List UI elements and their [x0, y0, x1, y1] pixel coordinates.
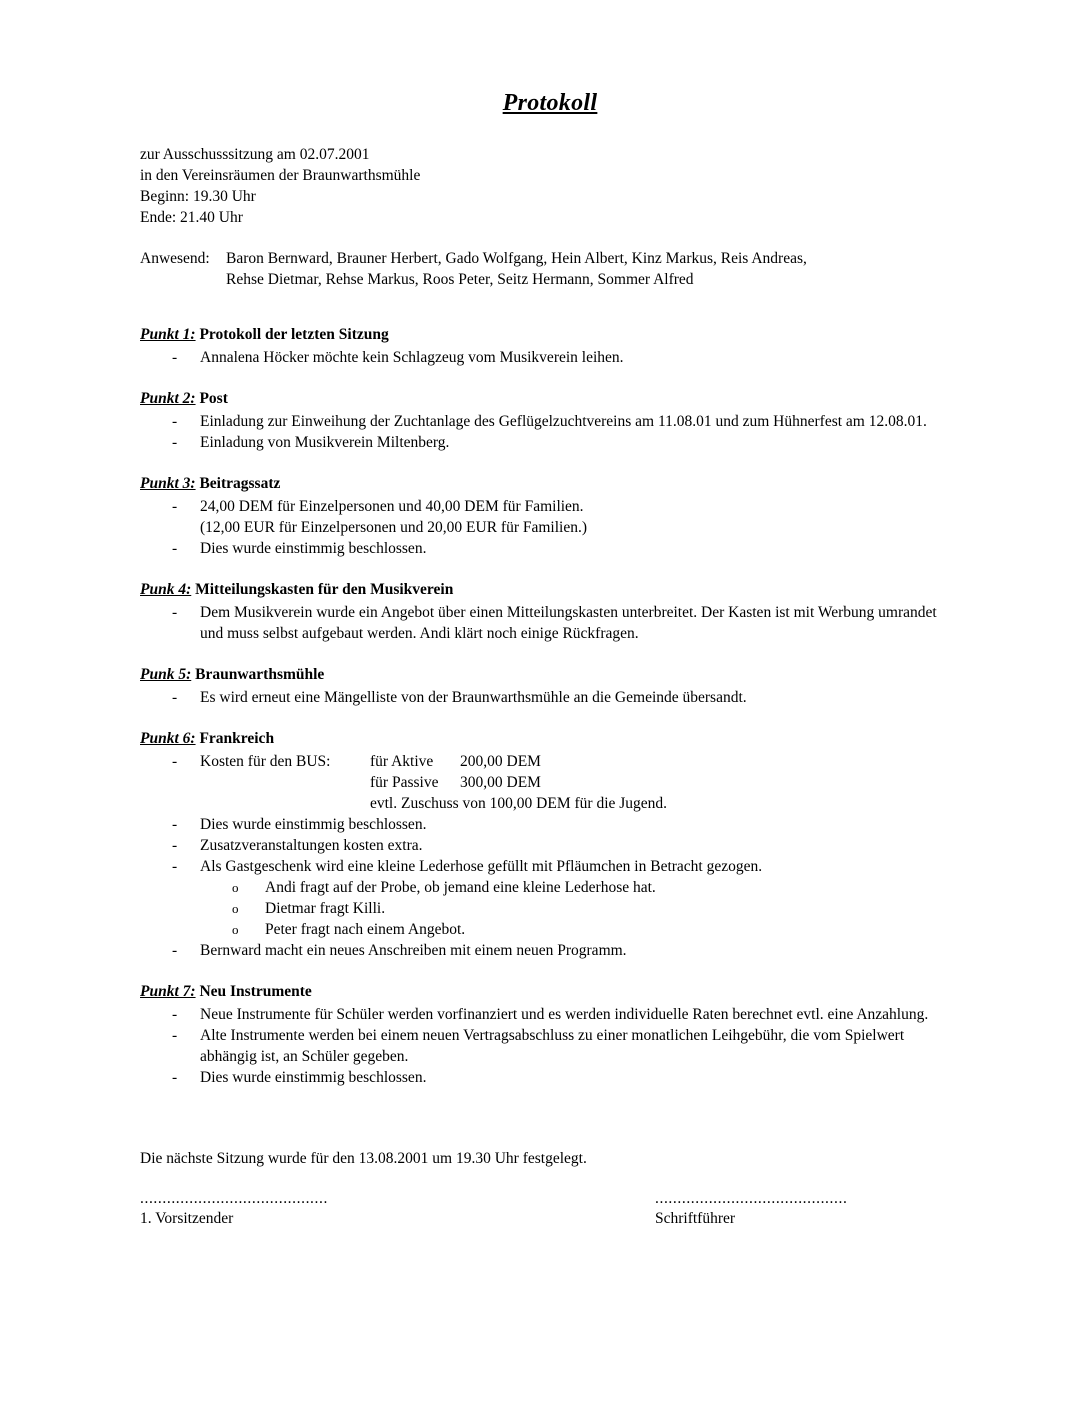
list-item	[140, 919, 940, 940]
cost-row-amount: 300,00 DEM	[460, 774, 541, 791]
attendance-first-row	[140, 248, 940, 269]
bullet-dash-icon: -	[172, 689, 178, 706]
bullet-dash-icon: -	[172, 540, 178, 557]
list-item-text: Dies wurde einstimmig beschlossen.	[200, 1069, 427, 1086]
cost-table-note: evtl. Zuschuss von 100,00 DEM für die Jugend.	[370, 795, 668, 812]
signature-label-left: 1. Vorsitzender	[140, 1210, 234, 1227]
table-row	[200, 772, 940, 793]
bullet-circle-icon: o	[232, 901, 239, 916]
section-heading	[140, 324, 940, 345]
section-title: Mitteilungskasten für den Musikverein	[195, 581, 454, 598]
signature-field-chairman	[140, 1192, 520, 1229]
list-item-text: 24,00 DEM für Einzelpersonen und 40,00 DEM für Familien.	[200, 498, 584, 515]
section-number: Punkt 1:	[140, 326, 196, 343]
section-punkt-1	[140, 324, 940, 368]
attendance-names-line-1: Baron Bernward, Brauner Herbert, Gado Wolfgang, Hein Albert, Kinz Markus, Reis Andreas,	[226, 250, 807, 267]
meta-line-end-time: Ende: 21.40 Uhr	[140, 209, 243, 226]
list-item	[140, 538, 940, 559]
list-item-text: Einladung zur Einweihung der Zuchtanlage des Geflügelzuchtvereins am 11.08.01 und zum Hühnerfest am 12.08.01.	[200, 413, 927, 430]
signature-label-right: Schriftführer	[655, 1210, 736, 1227]
meta-line-occasion: zur Ausschusssitzung am 02.07.2001	[140, 146, 370, 163]
section-punkt-7	[140, 981, 940, 1088]
attendance-label: Anwesend:	[140, 250, 210, 267]
bullet-dash-icon: -	[172, 753, 178, 770]
signature-line-right: ...........................................	[655, 1192, 848, 1207]
list-item	[140, 856, 940, 877]
list-item	[140, 940, 940, 961]
list-item	[140, 898, 940, 919]
signature-field-secretary	[655, 1192, 1035, 1229]
list-item	[140, 687, 940, 708]
section-punkt-2	[140, 388, 940, 453]
list-item-cost-table	[140, 751, 940, 814]
list-item	[140, 432, 940, 453]
section-bullet-list	[140, 602, 940, 644]
section-number: Punkt 6:	[140, 730, 196, 747]
table-row	[200, 793, 940, 814]
bullet-dash-icon: -	[172, 942, 178, 959]
section-bullet-list	[140, 687, 940, 708]
list-item	[140, 1025, 940, 1067]
section-title: Frankreich	[199, 730, 275, 747]
section-sub-bullet-list	[140, 877, 940, 940]
section-number: Punk 5:	[140, 666, 192, 683]
section-bullet-list-after	[140, 940, 940, 961]
section-punkt-4	[140, 579, 940, 644]
cost-row-label: für Passive	[370, 774, 439, 791]
section-heading	[140, 473, 940, 494]
cost-table-spacer	[200, 772, 370, 793]
cost-table-lead-label: Kosten für den BUS:	[200, 753, 331, 770]
list-item-text: Annalena Höcker möchte kein Schlagzeug vom Musikverein leihen.	[200, 349, 624, 366]
section-number: Punkt 7:	[140, 983, 196, 1000]
meeting-metadata	[140, 144, 940, 228]
list-item	[140, 496, 940, 538]
bullet-dash-icon: -	[172, 837, 178, 854]
meta-line-location: in den Vereinsräumen der Braunwarthsmühle	[140, 167, 421, 184]
table-row	[200, 751, 940, 772]
list-item-text: Andi fragt auf der Probe, ob jemand eine kleine Lederhose hat.	[265, 879, 656, 896]
list-item	[140, 411, 940, 432]
section-bullet-list	[140, 496, 940, 559]
cost-table-spacer	[200, 793, 370, 814]
section-heading	[140, 981, 940, 1002]
section-number: Punk 4:	[140, 581, 192, 598]
list-item-text: Neue Instrumente für Schüler werden vorfinanziert und es werden individuelle Raten berechnet evtl. eine Anzahlung.	[200, 1006, 929, 1023]
attendance-names-line-2: Rehse Dietmar, Rehse Markus, Roos Peter, Seitz Hermann, Sommer Alfred	[226, 271, 694, 288]
section-title: Braunwarthsmühle	[195, 666, 325, 683]
list-item	[140, 835, 940, 856]
attendance-names-line-2-row	[140, 269, 940, 290]
section-bullet-list	[140, 1004, 940, 1088]
document-body	[140, 88, 940, 1169]
section-title: Beitragssatz	[199, 475, 281, 492]
list-item-text: Als Gastgeschenk wird eine kleine Lederhose gefüllt mit Pfläumchen in Betracht gezogen.	[200, 858, 763, 875]
section-title: Post	[199, 390, 228, 407]
section-punkt-5	[140, 664, 940, 708]
section-number: Punkt 2:	[140, 390, 196, 407]
bullet-dash-icon: -	[172, 604, 178, 621]
bullet-dash-icon: -	[172, 1027, 178, 1044]
signature-block	[140, 1192, 940, 1229]
section-bullet-list	[140, 347, 940, 368]
list-item-text: Dem Musikverein wurde ein Angebot über einen Mitteilungskasten unterbreitet. Der Kasten ist mit Werbung umrandet und muss selbst aufgebaut werden. Andi klärt noch einige Rückfragen.	[200, 604, 937, 642]
list-item	[140, 814, 940, 835]
section-heading	[140, 388, 940, 409]
section-title: Protokoll der letzten Sitzung	[199, 326, 389, 343]
cost-row-label: für Aktive	[370, 753, 434, 770]
list-item-text: Es wird erneut eine Mängelliste von der Braunwarthsmühle an die Gemeinde übersandt.	[200, 689, 747, 706]
cost-row-amount: 200,00 DEM	[460, 753, 541, 770]
section-title: Neu Instrumente	[199, 983, 312, 1000]
list-item-text: Bernward macht ein neues Anschreiben mit einem neuen Programm.	[200, 942, 627, 959]
bullet-dash-icon: -	[172, 816, 178, 833]
list-item-text: Einladung von Musikverein Miltenberg.	[200, 434, 450, 451]
signature-row	[140, 1192, 940, 1229]
section-heading	[140, 664, 940, 685]
bullet-circle-icon: o	[232, 922, 239, 937]
list-item	[140, 877, 940, 898]
list-item-text-second-line: (12,00 EUR für Einzelpersonen und 20,00 EUR für Familien.)	[200, 519, 587, 536]
signature-line-left: ..........................................	[140, 1192, 328, 1207]
list-item	[140, 347, 940, 368]
closing-statement: Die nächste Sitzung wurde für den 13.08.2001 um 19.30 Uhr festgelegt.	[140, 1150, 587, 1167]
attendance-block	[140, 248, 940, 290]
bullet-dash-icon: -	[172, 434, 178, 451]
bullet-circle-icon: o	[232, 880, 239, 895]
list-item-text: Dies wurde einstimmig beschlossen.	[200, 540, 427, 557]
list-item	[140, 1067, 940, 1088]
meta-line-start-time: Beginn: 19.30 Uhr	[140, 188, 256, 205]
list-item-text: Dietmar fragt Killi.	[265, 900, 386, 917]
list-item	[140, 602, 940, 644]
page-title: Protokoll	[502, 90, 598, 116]
list-item-text: Peter fragt nach einem Angebot.	[265, 921, 466, 938]
bullet-dash-icon: -	[172, 498, 178, 515]
section-heading	[140, 728, 940, 749]
bullet-dash-icon: -	[172, 349, 178, 366]
bullet-dash-icon: -	[172, 413, 178, 430]
section-number: Punkt 3:	[140, 475, 196, 492]
section-bullet-list	[140, 751, 940, 877]
list-item-text: Dies wurde einstimmig beschlossen.	[200, 816, 427, 833]
list-item	[140, 1004, 940, 1025]
bullet-dash-icon: -	[172, 1006, 178, 1023]
bullet-dash-icon: -	[172, 858, 178, 875]
section-bullet-list	[140, 411, 940, 453]
bus-cost-table	[200, 751, 940, 814]
list-item-text: Zusatzveranstaltungen kosten extra.	[200, 837, 423, 854]
list-item-text: Alte Instrumente werden bei einem neuen Vertragsabschluss zu einer monatlichen Leihgebühr, die vom Spielwert abhängig ist, an Schüler gegeben.	[200, 1027, 905, 1065]
section-heading	[140, 579, 940, 600]
section-punkt-3	[140, 473, 940, 559]
section-punkt-6	[140, 728, 940, 961]
bullet-dash-icon: -	[172, 1069, 178, 1086]
